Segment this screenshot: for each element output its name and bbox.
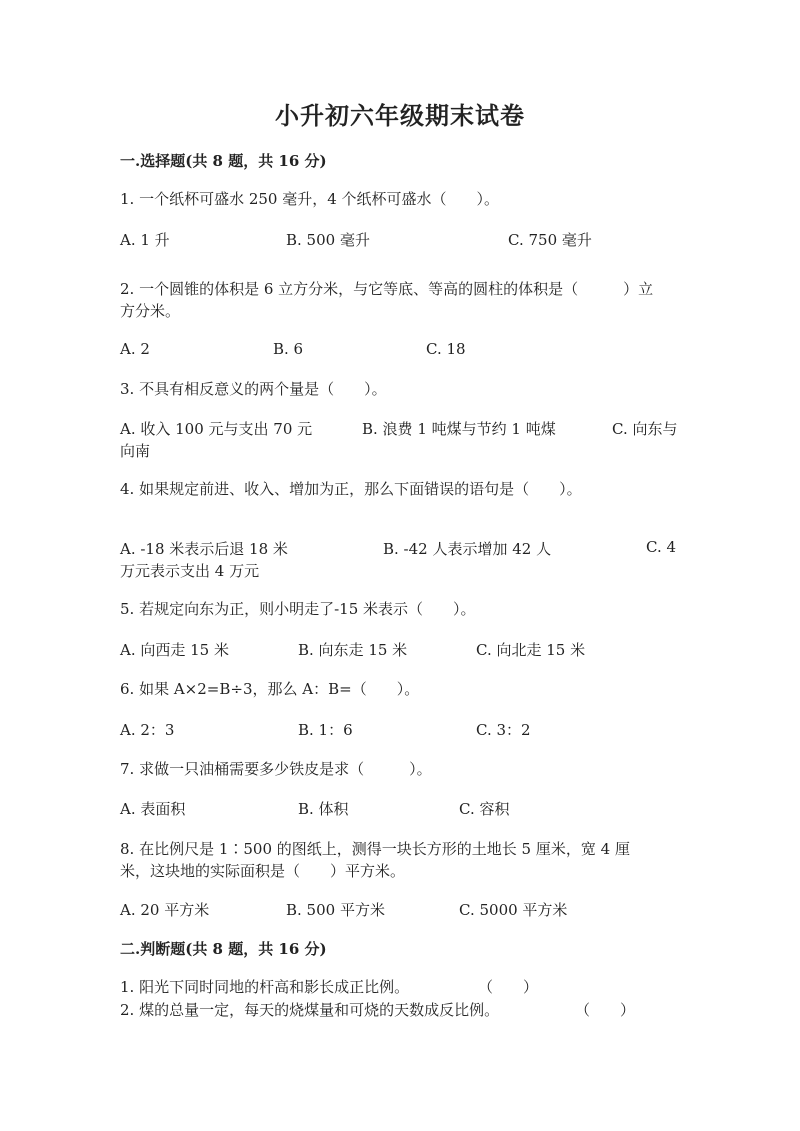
judgement-2: 2. 煤的总量一定，每天的烧煤量和可烧的天数成反比例。 (120, 1001, 500, 1019)
question-3: 3. 不具有相反意义的两个量是（ ）。 (120, 380, 387, 398)
question-5-option-c: C. 向北走 15 米 (476, 641, 586, 659)
question-8-line-1: 8. 在比例尺是 1∶500 的图纸上，测得一块长方形的土地长 5 厘米，宽 4 厘 (120, 840, 630, 858)
question-4: 4. 如果规定前进、收入、增加为正，那么下面错误的语句是（ ）。 (120, 480, 582, 498)
question-5-option-a: A. 向西走 15 米 (120, 641, 229, 659)
question-8-line-2: 米，这块地的实际面积是（ ）平方米。 (120, 862, 406, 880)
question-7-option-a: A. 表面积 (120, 800, 186, 818)
question-6-option-a: A. 2：3 (120, 721, 175, 739)
question-7-option-b: B. 体积 (298, 800, 349, 818)
question-1: 1. 一个纸杯可盛水 250 毫升，4 个纸杯可盛水（ ）。 (120, 190, 500, 208)
question-3-option-b: B. 浪费 1 吨煤与节约 1 吨煤 (362, 420, 556, 438)
question-1-option-c: C. 750 毫升 (508, 231, 592, 249)
question-2-option-c: C. 18 (426, 340, 466, 358)
judgement-1-blank: （ ） (478, 978, 539, 996)
question-6-option-b: B. 1：6 (298, 721, 353, 739)
question-3-option-c: C. 向东与 (612, 420, 678, 438)
question-3-option-c-wrap: 向南 (120, 442, 151, 460)
question-8-option-a: A. 20 平方米 (120, 901, 210, 919)
question-5-option-b: B. 向东走 15 米 (298, 641, 408, 659)
question-2-option-a: A. 2 (120, 340, 150, 358)
question-4-option-c: C. 4 (646, 538, 677, 556)
question-8-option-b: B. 500 平方米 (286, 901, 385, 919)
question-7: 7. 求做一只油桶需要多少铁皮是求（ ）。 (120, 760, 432, 778)
judgement-1: 1. 阳光下同时同地的杆高和影长成正比例。 (120, 978, 410, 996)
question-2-option-b: B. 6 (273, 340, 304, 358)
question-1-option-b: B. 500 毫升 (286, 231, 370, 249)
section-heading-true-false: 二.判断题(共 8 题，共 16 分) (120, 940, 327, 958)
question-2-line-2: 方分米。 (120, 302, 181, 320)
judgement-2-blank: （ ） (575, 1001, 636, 1019)
question-8-option-c: C. 5000 平方米 (459, 901, 568, 919)
question-4-option-a: A. -18 米表示后退 18 米 (120, 540, 288, 558)
page-title: 小升初六年级期末试卷 (275, 101, 525, 130)
question-1-option-a: A. 1 升 (120, 231, 170, 249)
question-3-option-a: A. 收入 100 元与支出 70 元 (120, 420, 313, 438)
question-4-option-c-wrap: 万元表示支出 4 万元 (120, 562, 260, 580)
section-heading-choice: 一.选择题(共 8 题，共 16 分) (120, 152, 327, 170)
question-6-option-c: C. 3：2 (476, 721, 531, 739)
question-7-option-c: C. 容积 (459, 800, 510, 818)
question-4-option-b: B. -42 人表示增加 42 人 (383, 540, 552, 558)
question-5: 5. 若规定向东为正，则小明走了-15 米表示（ ）。 (120, 600, 476, 618)
question-2-line-1: 2. 一个圆锥的体积是 6 立方分米，与它等底、等高的圆柱的体积是（ ）立 (120, 280, 654, 298)
question-6: 6. 如果 A×2=B÷3，那么 A：B=（ ）。 (120, 680, 420, 698)
